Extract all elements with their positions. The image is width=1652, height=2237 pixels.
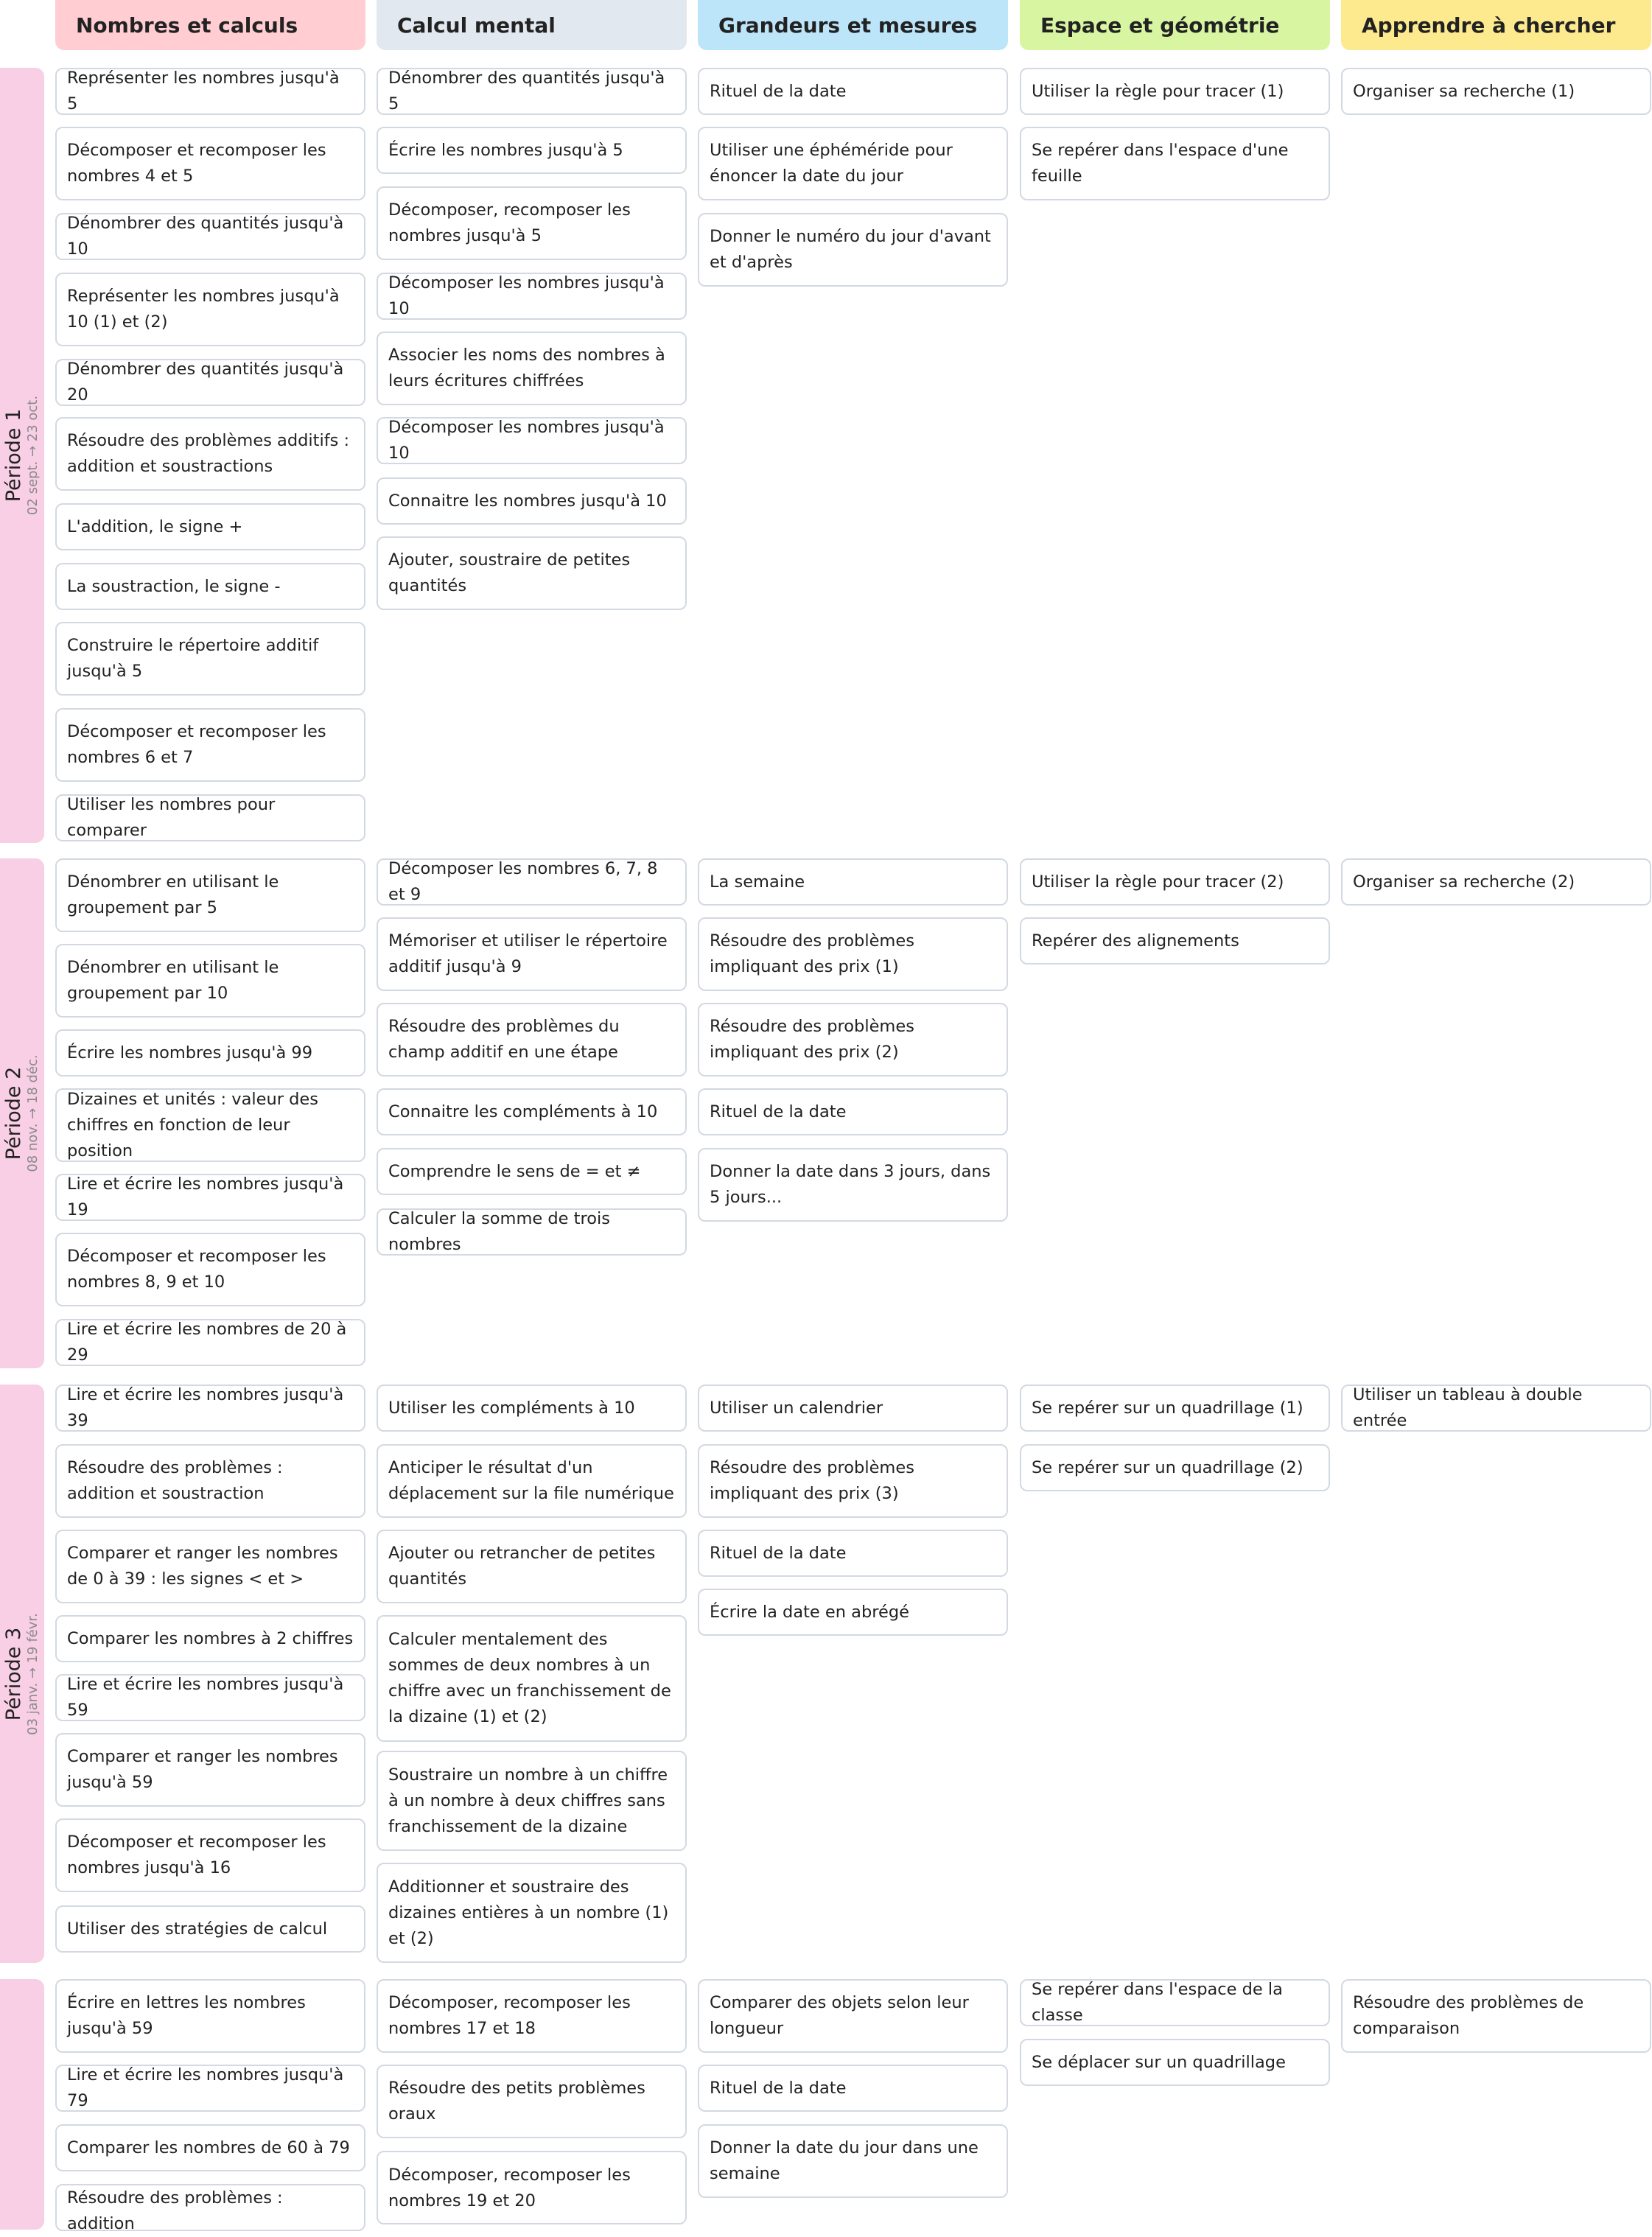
lesson-title: Résoudre des problèmes impliquant des prix (1) [710, 931, 914, 976]
lesson-title: Résoudre des problèmes additifs : addition et soustractions [67, 431, 350, 476]
lesson-title: Mémoriser et utiliser le répertoire additif jusqu'à 9 [388, 931, 668, 976]
lesson-title: Résoudre des problèmes impliquant des prix (3) [710, 1458, 914, 1503]
lesson-title: Résoudre des problèmes : addition [67, 2188, 283, 2233]
lesson-title: Rituel de la date [710, 81, 847, 101]
lesson-card[interactable] [377, 2065, 687, 2138]
lesson-title: Dénombrer en utilisant le groupement par 5 [67, 872, 279, 917]
period-2-name: Période 2 [2, 1066, 25, 1160]
lesson-card[interactable] [698, 213, 1008, 287]
lesson-card[interactable] [377, 858, 687, 906]
lesson-card[interactable] [55, 1233, 365, 1306]
lesson-card[interactable] [55, 359, 365, 406]
lesson-title: Utiliser un tableau à double entrée [1353, 1385, 1583, 1430]
lesson-title: Décomposer et recomposer les nombres 6 et 7 [67, 722, 326, 767]
lesson-title: Décomposer les nombres jusqu'à 10 [388, 273, 665, 318]
lesson-title: Ajouter ou retrancher de petites quantités [388, 1544, 656, 1589]
lesson-card[interactable] [55, 794, 365, 841]
lesson-card[interactable] [698, 1148, 1008, 1222]
lesson-card[interactable] [55, 2184, 365, 2231]
lesson-card[interactable] [55, 622, 365, 696]
lesson-title: Lire et écrire les nombres de 20 à 29 [67, 1320, 347, 1365]
lesson-card[interactable] [55, 273, 365, 346]
lesson-title: Additionner et soustraire des dizaines entières à un nombre (1) et (2) [388, 1877, 669, 1948]
lesson-title: Dizaines et unités : valeur des chiffres en fonction de leur position [67, 1089, 318, 1160]
lesson-card[interactable] [698, 858, 1008, 906]
lesson-title: Résoudre des problèmes : addition et soustraction [67, 1458, 283, 1503]
period-3-name: Période 3 [2, 1627, 25, 1720]
lesson-card[interactable] [55, 1615, 365, 1662]
lesson-title: Donner le numéro du jour d'avant et d'après [710, 227, 991, 272]
lesson-card[interactable] [55, 2124, 365, 2171]
lesson-title: Lire et écrire les nombres jusqu'à 59 [67, 1675, 344, 1720]
lesson-card[interactable] [377, 1384, 687, 1432]
lesson-card[interactable] [377, 536, 687, 610]
lesson-title: Repérer des alignements [1032, 931, 1239, 951]
lesson-card[interactable] [1020, 127, 1330, 200]
lesson-card[interactable] [1020, 917, 1330, 965]
lesson-card[interactable] [698, 1384, 1008, 1432]
lesson-title: L'addition, le signe + [67, 517, 243, 536]
period-1-dates: 02 sept. → 23 oct. [25, 395, 41, 516]
lesson-card[interactable] [1020, 2039, 1330, 2086]
header-calcul-mental: Calcul mental [377, 0, 687, 50]
lesson-title: Résoudre des problèmes du champ additif en une étape [388, 1017, 620, 1062]
lesson-title: Rituel de la date [710, 1543, 847, 1563]
lesson-card[interactable] [698, 1003, 1008, 1077]
lesson-title: Écrire les nombres jusqu'à 99 [67, 1043, 313, 1063]
lesson-card[interactable] [55, 1733, 365, 1807]
period-band-1 [0, 68, 44, 843]
header-espace-et-geometrie: Espace et géométrie [1020, 0, 1330, 50]
lesson-title: Connaitre les compléments à 10 [388, 1102, 658, 1121]
lesson-card[interactable] [55, 1088, 365, 1162]
lesson-title: Soustraire un nombre à un chiffre à un nombre à deux chiffres sans franchissement de la dizaine [388, 1765, 668, 1836]
lesson-title: Représenter les nombres jusqu'à 10 (1) et (2) [67, 287, 340, 332]
lesson-card[interactable] [1341, 1979, 1651, 2053]
lesson-title: Comparer et ranger les nombres de 0 à 39 : les signes < et > [67, 1544, 338, 1589]
period-1-name: Période 1 [2, 408, 25, 503]
lesson-card[interactable] [55, 1444, 365, 1518]
lesson-card[interactable] [377, 332, 687, 405]
lesson-title: Comparer les nombres de 60 à 79 [67, 2138, 350, 2157]
lesson-card[interactable] [55, 1029, 365, 1077]
lesson-title: Utiliser la règle pour tracer (1) [1032, 81, 1284, 101]
lesson-card[interactable] [1020, 1979, 1330, 2026]
lesson-title: Décomposer et recomposer les nombres 4 et 5 [67, 141, 326, 186]
lesson-card[interactable] [377, 2151, 687, 2224]
lesson-card[interactable] [1020, 1444, 1330, 1491]
lesson-title: Connaitre les nombres jusqu'à 10 [388, 491, 667, 511]
lesson-card[interactable] [377, 1530, 687, 1603]
lesson-card[interactable] [377, 127, 687, 174]
lesson-card[interactable] [698, 1444, 1008, 1518]
lesson-title: Décomposer, recomposer les nombres 17 et 18 [388, 1993, 631, 2038]
lesson-title: Résoudre des problèmes de comparaison [1353, 1993, 1584, 2038]
lesson-title: Lire et écrire les nombres jusqu'à 39 [67, 1385, 344, 1430]
lesson-title: Lire et écrire les nombres jusqu'à 19 [67, 1174, 344, 1219]
lesson-card[interactable] [698, 2124, 1008, 2198]
lesson-title: Comparer et ranger les nombres jusqu'à 59 [67, 1747, 338, 1792]
lesson-card[interactable] [377, 1979, 687, 2053]
lesson-title: Se repérer dans l'espace d'une feuille [1032, 141, 1289, 186]
lesson-card[interactable] [1341, 68, 1651, 115]
lesson-card[interactable] [698, 1088, 1008, 1135]
lesson-title: Anticiper le résultat d'un déplacement sur la file numérique [388, 1458, 674, 1503]
lesson-card[interactable] [1020, 1384, 1330, 1432]
lesson-title: Utiliser des stratégies de calcul [67, 1919, 328, 1939]
lesson-title: Dénombrer en utilisant le groupement par 10 [67, 958, 279, 1003]
lesson-title: Associer les noms des nombres à leurs écritures chiffrées [388, 346, 665, 391]
lesson-card[interactable] [377, 917, 687, 991]
period-3-dates: 03 janv. → 19 févr. [25, 1612, 41, 1735]
lesson-title: Se déplacer sur un quadrillage [1032, 2052, 1286, 2072]
lesson-title: Résoudre des petits problèmes oraux [388, 2079, 645, 2124]
header-nombres-et-calculs: Nombres et calculs [55, 0, 365, 50]
lesson-card[interactable] [55, 213, 365, 260]
lesson-title: La soustraction, le signe - [67, 576, 281, 596]
lesson-card[interactable] [698, 127, 1008, 200]
lesson-card[interactable] [698, 917, 1008, 991]
lesson-card[interactable] [1341, 858, 1651, 906]
lesson-card[interactable] [55, 1674, 365, 1721]
lesson-title: Décomposer les nombres 6, 7, 8 et 9 [388, 859, 658, 904]
lesson-title: Se repérer dans l'espace de la classe [1032, 1980, 1283, 2025]
lesson-title: Décomposer et recomposer les nombres 8, 9 et 10 [67, 1247, 326, 1292]
lesson-card[interactable] [698, 2065, 1008, 2112]
lesson-card[interactable] [1341, 1384, 1651, 1432]
lesson-card[interactable] [55, 1818, 365, 1892]
lesson-title: Utiliser la règle pour tracer (2) [1032, 872, 1284, 892]
lesson-title: Donner la date dans 3 jours, dans 5 jours... [710, 1162, 991, 1207]
lesson-card[interactable] [55, 503, 365, 550]
lesson-title: Écrire en lettres les nombres jusqu'à 59 [67, 1993, 306, 2038]
lesson-card[interactable] [698, 68, 1008, 115]
lesson-title: Décomposer, recomposer les nombres 19 et 20 [388, 2166, 631, 2210]
lesson-card[interactable] [698, 1589, 1008, 1636]
lesson-title: Dénombrer des quantités jusqu'à 5 [388, 69, 665, 113]
lesson-title: Décomposer les nombres jusqu'à 10 [388, 418, 665, 463]
lesson-card[interactable] [377, 417, 687, 464]
header-grandeurs-et-mesures: Grandeurs et mesures [698, 0, 1008, 50]
lesson-card[interactable] [1020, 68, 1330, 115]
lesson-card[interactable] [1020, 858, 1330, 906]
lesson-card[interactable] [377, 1208, 687, 1256]
lesson-card[interactable] [55, 1174, 365, 1221]
lesson-card[interactable] [377, 1615, 687, 1742]
lesson-title: Comparer les nombres à 2 chiffres [67, 1628, 354, 1648]
period-band-4 [0, 1979, 44, 2230]
lesson-title: Rituel de la date [710, 1102, 847, 1121]
lesson-title: Décomposer et recomposer les nombres jusqu'à 16 [67, 1832, 326, 1877]
lesson-card[interactable] [55, 127, 365, 200]
lesson-title: Comparer des objets selon leur longueur [710, 1993, 969, 2038]
lesson-card[interactable] [55, 1319, 365, 1366]
lesson-card[interactable] [55, 1979, 365, 2053]
lesson-card[interactable] [55, 1384, 365, 1432]
lesson-card[interactable] [55, 2065, 365, 2112]
lesson-card[interactable] [55, 68, 365, 115]
lesson-title: Calculer la somme de trois nombres [388, 1209, 610, 1254]
lesson-card[interactable] [377, 1863, 687, 1963]
lesson-title: Rituel de la date [710, 2078, 847, 2098]
lesson-card[interactable] [698, 1530, 1008, 1577]
lesson-card[interactable] [377, 1751, 687, 1851]
period-band-2 [0, 858, 44, 1368]
lesson-title: La semaine [710, 872, 805, 892]
lesson-card[interactable] [55, 417, 365, 491]
lesson-title: Construire le répertoire additif jusqu'à 5 [67, 636, 319, 681]
lesson-card[interactable] [377, 273, 687, 320]
lesson-title: Représenter les nombres jusqu'à 5 [67, 69, 340, 113]
period-2-dates: 08 nov. → 18 déc. [25, 1054, 41, 1172]
lesson-card[interactable] [55, 1905, 365, 1953]
lesson-title: Écrire les nombres jusqu'à 5 [388, 140, 623, 160]
lesson-card[interactable] [377, 68, 687, 115]
lesson-card[interactable] [377, 1003, 687, 1077]
lesson-title: Donner la date du jour dans une semaine [710, 2138, 979, 2183]
lesson-card[interactable] [377, 477, 687, 525]
header-apprendre-a-chercher: Apprendre à chercher [1341, 0, 1651, 50]
lesson-title: Se repérer sur un quadrillage (2) [1032, 1457, 1303, 1477]
lesson-card[interactable] [377, 186, 687, 260]
lesson-card[interactable] [377, 1444, 687, 1518]
lesson-card[interactable] [377, 1148, 687, 1195]
lesson-title: Dénombrer des quantités jusqu'à 20 [67, 360, 344, 405]
lesson-title: Lire et écrire les nombres jusqu'à 79 [67, 2065, 344, 2110]
lesson-title: Organiser sa recherche (1) [1353, 81, 1575, 101]
lesson-title: Décomposer, recomposer les nombres jusqu'à 5 [388, 200, 631, 245]
lesson-card[interactable] [55, 858, 365, 932]
lesson-card[interactable] [377, 1088, 687, 1135]
lesson-title: Calculer mentalement des sommes de deux nombres à un chiffre avec un franchissement de la dizaine (1) et (2) [388, 1630, 671, 1726]
lesson-title: Dénombrer des quantités jusqu'à 10 [67, 214, 344, 259]
lesson-title: Utiliser un calendrier [710, 1398, 883, 1418]
lesson-title: Utiliser les nombres pour comparer [67, 795, 276, 840]
lesson-card[interactable] [698, 1979, 1008, 2053]
lesson-card[interactable] [55, 708, 365, 782]
lesson-title: Organiser sa recherche (2) [1353, 872, 1575, 892]
lesson-title: Utiliser une éphéméride pour énoncer la date du jour [710, 141, 953, 186]
lesson-title: Résoudre des problèmes impliquant des prix (2) [710, 1017, 914, 1062]
lesson-card[interactable] [55, 944, 365, 1018]
lesson-title: Utiliser les compléments à 10 [388, 1398, 635, 1418]
lesson-title: Écrire la date en abrégé [710, 1602, 909, 1622]
lesson-title: Comprendre le sens de = et ≠ [388, 1161, 641, 1181]
lesson-card[interactable] [55, 1530, 365, 1603]
lesson-title: Se repérer sur un quadrillage (1) [1032, 1398, 1303, 1418]
period-band-3 [0, 1384, 44, 1963]
lesson-card[interactable] [55, 563, 365, 610]
lesson-title: Ajouter, soustraire de petites quantités [388, 550, 631, 595]
